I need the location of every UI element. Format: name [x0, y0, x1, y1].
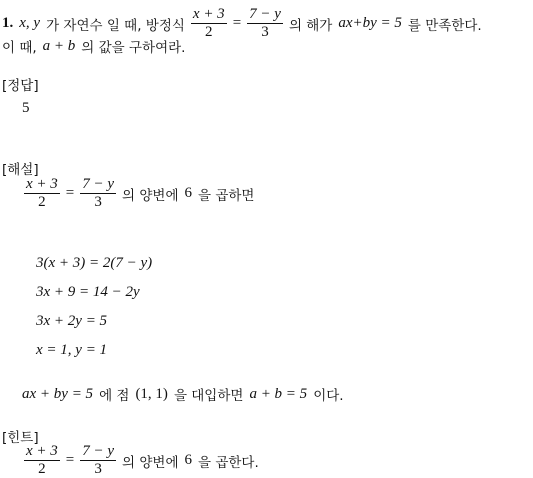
solution-equals: =: [65, 185, 75, 201]
hint-label: [힌트]: [2, 430, 39, 446]
problem-line2-a: 이 때,: [2, 40, 37, 56]
solution-step-2: 3x + 9 = 14 − 2y: [36, 284, 140, 300]
solution-text-a: 의 양변에: [122, 187, 179, 204]
problem-equation: ax+by = 5: [338, 15, 402, 31]
problem-fraction-right: $\frac{7 - y}{3}$: [249, 6, 281, 40]
conclusion-equation: ax + by = 5: [22, 385, 94, 402]
hint-fraction-right: $\frac{7 - y}{3}$: [82, 443, 115, 477]
solution-step-4: x = 1, y = 1: [36, 342, 108, 358]
problem-line-2: [2, 36, 185, 56]
solution-text-b: 을 곱하면: [198, 187, 255, 204]
solution-fraction-right: $\frac{7 - y}{3}$: [82, 176, 115, 210]
problem-text-b: 의 해가: [288, 17, 333, 34]
conclusion-text-b: 을 대입하면: [173, 388, 244, 404]
conclusion-result: a + b = 5: [249, 385, 308, 402]
hint-line: [24, 443, 259, 478]
problem-number: 1.: [2, 15, 14, 31]
hint-text-a: 의 양변에: [122, 454, 179, 471]
solution-fraction-left: $\frac{x + 3}{2}$: [26, 176, 58, 210]
hint-six: 6: [184, 452, 192, 468]
solution-label: [해설]: [2, 162, 39, 178]
solution-conclusion: [22, 384, 344, 404]
solution-six: 6: [184, 185, 192, 201]
problem-line2-b: 의 값을 구하여라.: [81, 40, 186, 56]
hint-equals: =: [65, 452, 75, 468]
conclusion-text-c: 이다.: [313, 388, 344, 404]
problem-vars: x, y: [19, 15, 41, 31]
solution-step-1: 3(x + 3) = 2(7 − y): [36, 255, 153, 271]
problem-text-a: 가 자연수 일 때, 방정식: [46, 17, 185, 34]
conclusion-point: (1, 1): [135, 385, 168, 402]
solution-intro: [24, 176, 254, 211]
hint-text-b: 을 곱한다.: [198, 454, 259, 471]
solution-step-3: 3x + 2y = 5: [36, 313, 108, 329]
problem-fraction-left: $\frac{x + 3}{2}$: [192, 6, 225, 40]
hint-fraction-left: $\frac{x + 3}{2}$: [26, 443, 58, 477]
answer-label: [정답]: [2, 78, 39, 94]
problem-text-c: 를 만족한다.: [407, 17, 482, 34]
conclusion-text-a: 에 점: [99, 388, 130, 404]
problem-equals: =: [232, 15, 242, 31]
answer-value: 5: [22, 100, 30, 116]
problem-expr: a + b: [42, 37, 76, 54]
